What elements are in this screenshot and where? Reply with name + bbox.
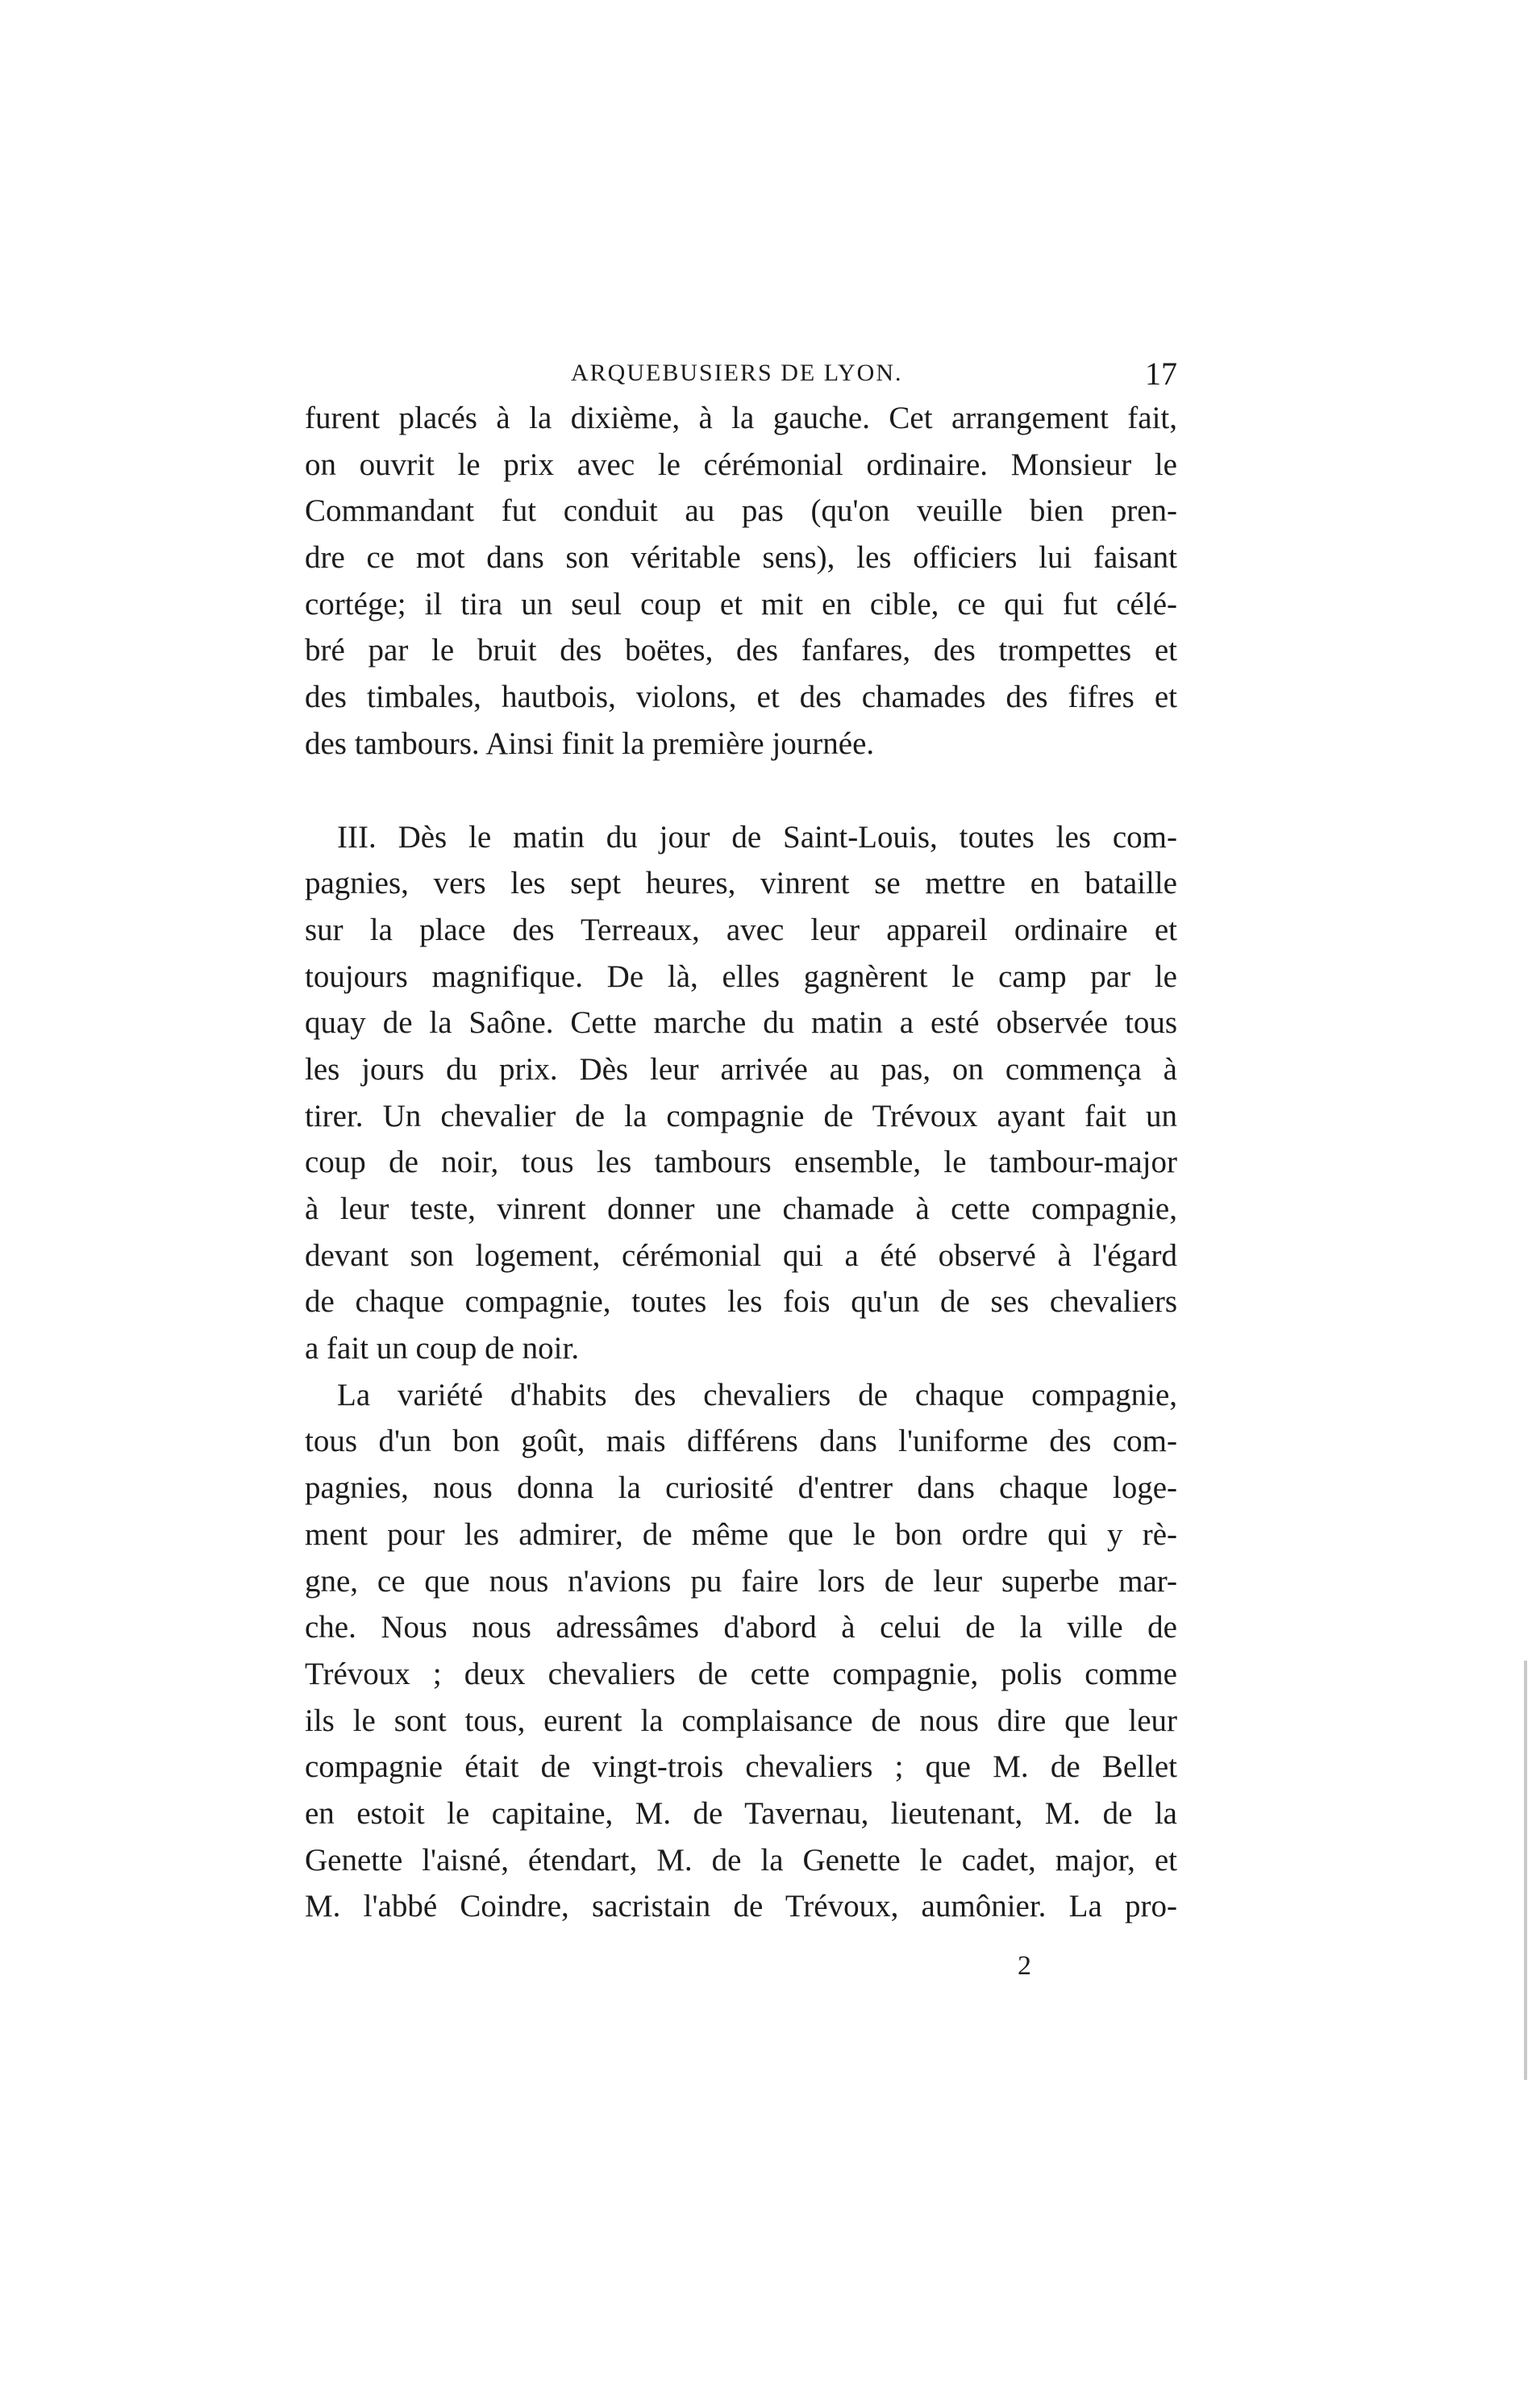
text-line: bré par le bruit des boëtes, des fanfares, des trompettes et (305, 633, 1177, 668)
running-title: ARQUEBUSIERS DE LYON. (571, 360, 903, 386)
text-line: compagnie était de vingt-trois chevaliers ; que M. de Bellet (305, 1749, 1177, 1785)
text-line: les jours du prix. Dès leur arrivée au pas, on commença à (305, 1051, 1177, 1087)
text-line: gne, ce que nous n'avions pu faire lors de leur superbe mar- (305, 1563, 1177, 1599)
text-line: Trévoux ; deux chevaliers de cette compagnie, polis comme (305, 1656, 1177, 1691)
text-line: pagnies, vers les sept heures, vinrent se mettre en bataille (305, 866, 1177, 901)
paragraph-3 (305, 1372, 1177, 1930)
text-line: quay de la Saône. Cette marche du matin a esté observée tous (305, 1005, 1177, 1041)
text-line: sur la place des Terreaux, avec leur appareil ordinaire et (305, 912, 1177, 947)
body-text (305, 395, 1177, 1930)
text-line: furent placés à la dixième, à la gauche. Cet arrangement fait, (305, 401, 1177, 435)
text-line: des timbales, hautbois, violons, et des chamades des fifres et (305, 680, 1177, 715)
text-line: che. Nous nous adressâmes d'abord à celui de la ville de (305, 1610, 1177, 1645)
text-line: a fait un coup de noir. (305, 1331, 580, 1366)
text-line: des tambours. Ainsi finit la première journée. (305, 726, 875, 761)
paragraph-spacer (305, 767, 1177, 814)
signature-mark: 2 (1018, 1951, 1031, 1981)
text-line: III. Dès le matin du jour de Saint-Louis, toutes les com- (337, 819, 1177, 855)
text-line: dre ce mot dans son véritable sens), les officiers lui faisant (305, 540, 1177, 576)
page-number: 17 (1145, 356, 1177, 392)
text-line: ils le sont tous, eurent la complaisance de nous dire que leur (305, 1703, 1177, 1738)
text-line: pagnies, nous donna la curiosité d'entrer dans chaque loge- (305, 1470, 1177, 1506)
text-line: tirer. Un chevalier de la compagnie de Trévoux ayant fait un (305, 1098, 1177, 1133)
text-line: de chaque compagnie, toutes les fois qu'un de ses chevaliers (305, 1284, 1177, 1320)
text-line: Genette l'aisné, étendart, M. de la Genette le cadet, major, et (305, 1842, 1177, 1878)
text-line: ment pour les admirer, de même que le bon ordre qui y rè- (305, 1516, 1177, 1552)
text-line: on ouvrit le prix avec le cérémonial ordinaire. Monsieur le (305, 447, 1177, 482)
text-line: M. l'abbé Coindre, sacristain de Trévoux, aumônier. La pro- (305, 1889, 1177, 1924)
text-line: coup de noir, tous les tambours ensemble, le tambour-major (305, 1145, 1177, 1180)
paragraph-1 (305, 395, 1177, 767)
text-line: La variété d'habits des chevaliers de chaque compagnie, (337, 1377, 1177, 1412)
text-line: tous d'un bon goût, mais différens dans l'uniforme des com- (305, 1424, 1177, 1459)
text-line: cortége; il tira un seul coup et mit en cible, ce qui fut célé- (305, 586, 1177, 622)
text-line: Commandant fut conduit au pas (qu'on veuille bien pren- (305, 493, 1177, 529)
text-line: devant son logement, cérémonial qui a été observé à l'égard (305, 1237, 1177, 1273)
text-line: à leur teste, vinrent donner une chamade à cette compagnie, (305, 1192, 1177, 1226)
paragraph-2 (305, 814, 1177, 1372)
page-edge-shadow (1524, 1661, 1527, 2080)
text-line: en estoit le capitaine, M. de Tavernau, lieutenant, M. de la (305, 1795, 1177, 1831)
text-line: toujours magnifique. De là, elles gagnèrent le camp par le (305, 959, 1177, 994)
